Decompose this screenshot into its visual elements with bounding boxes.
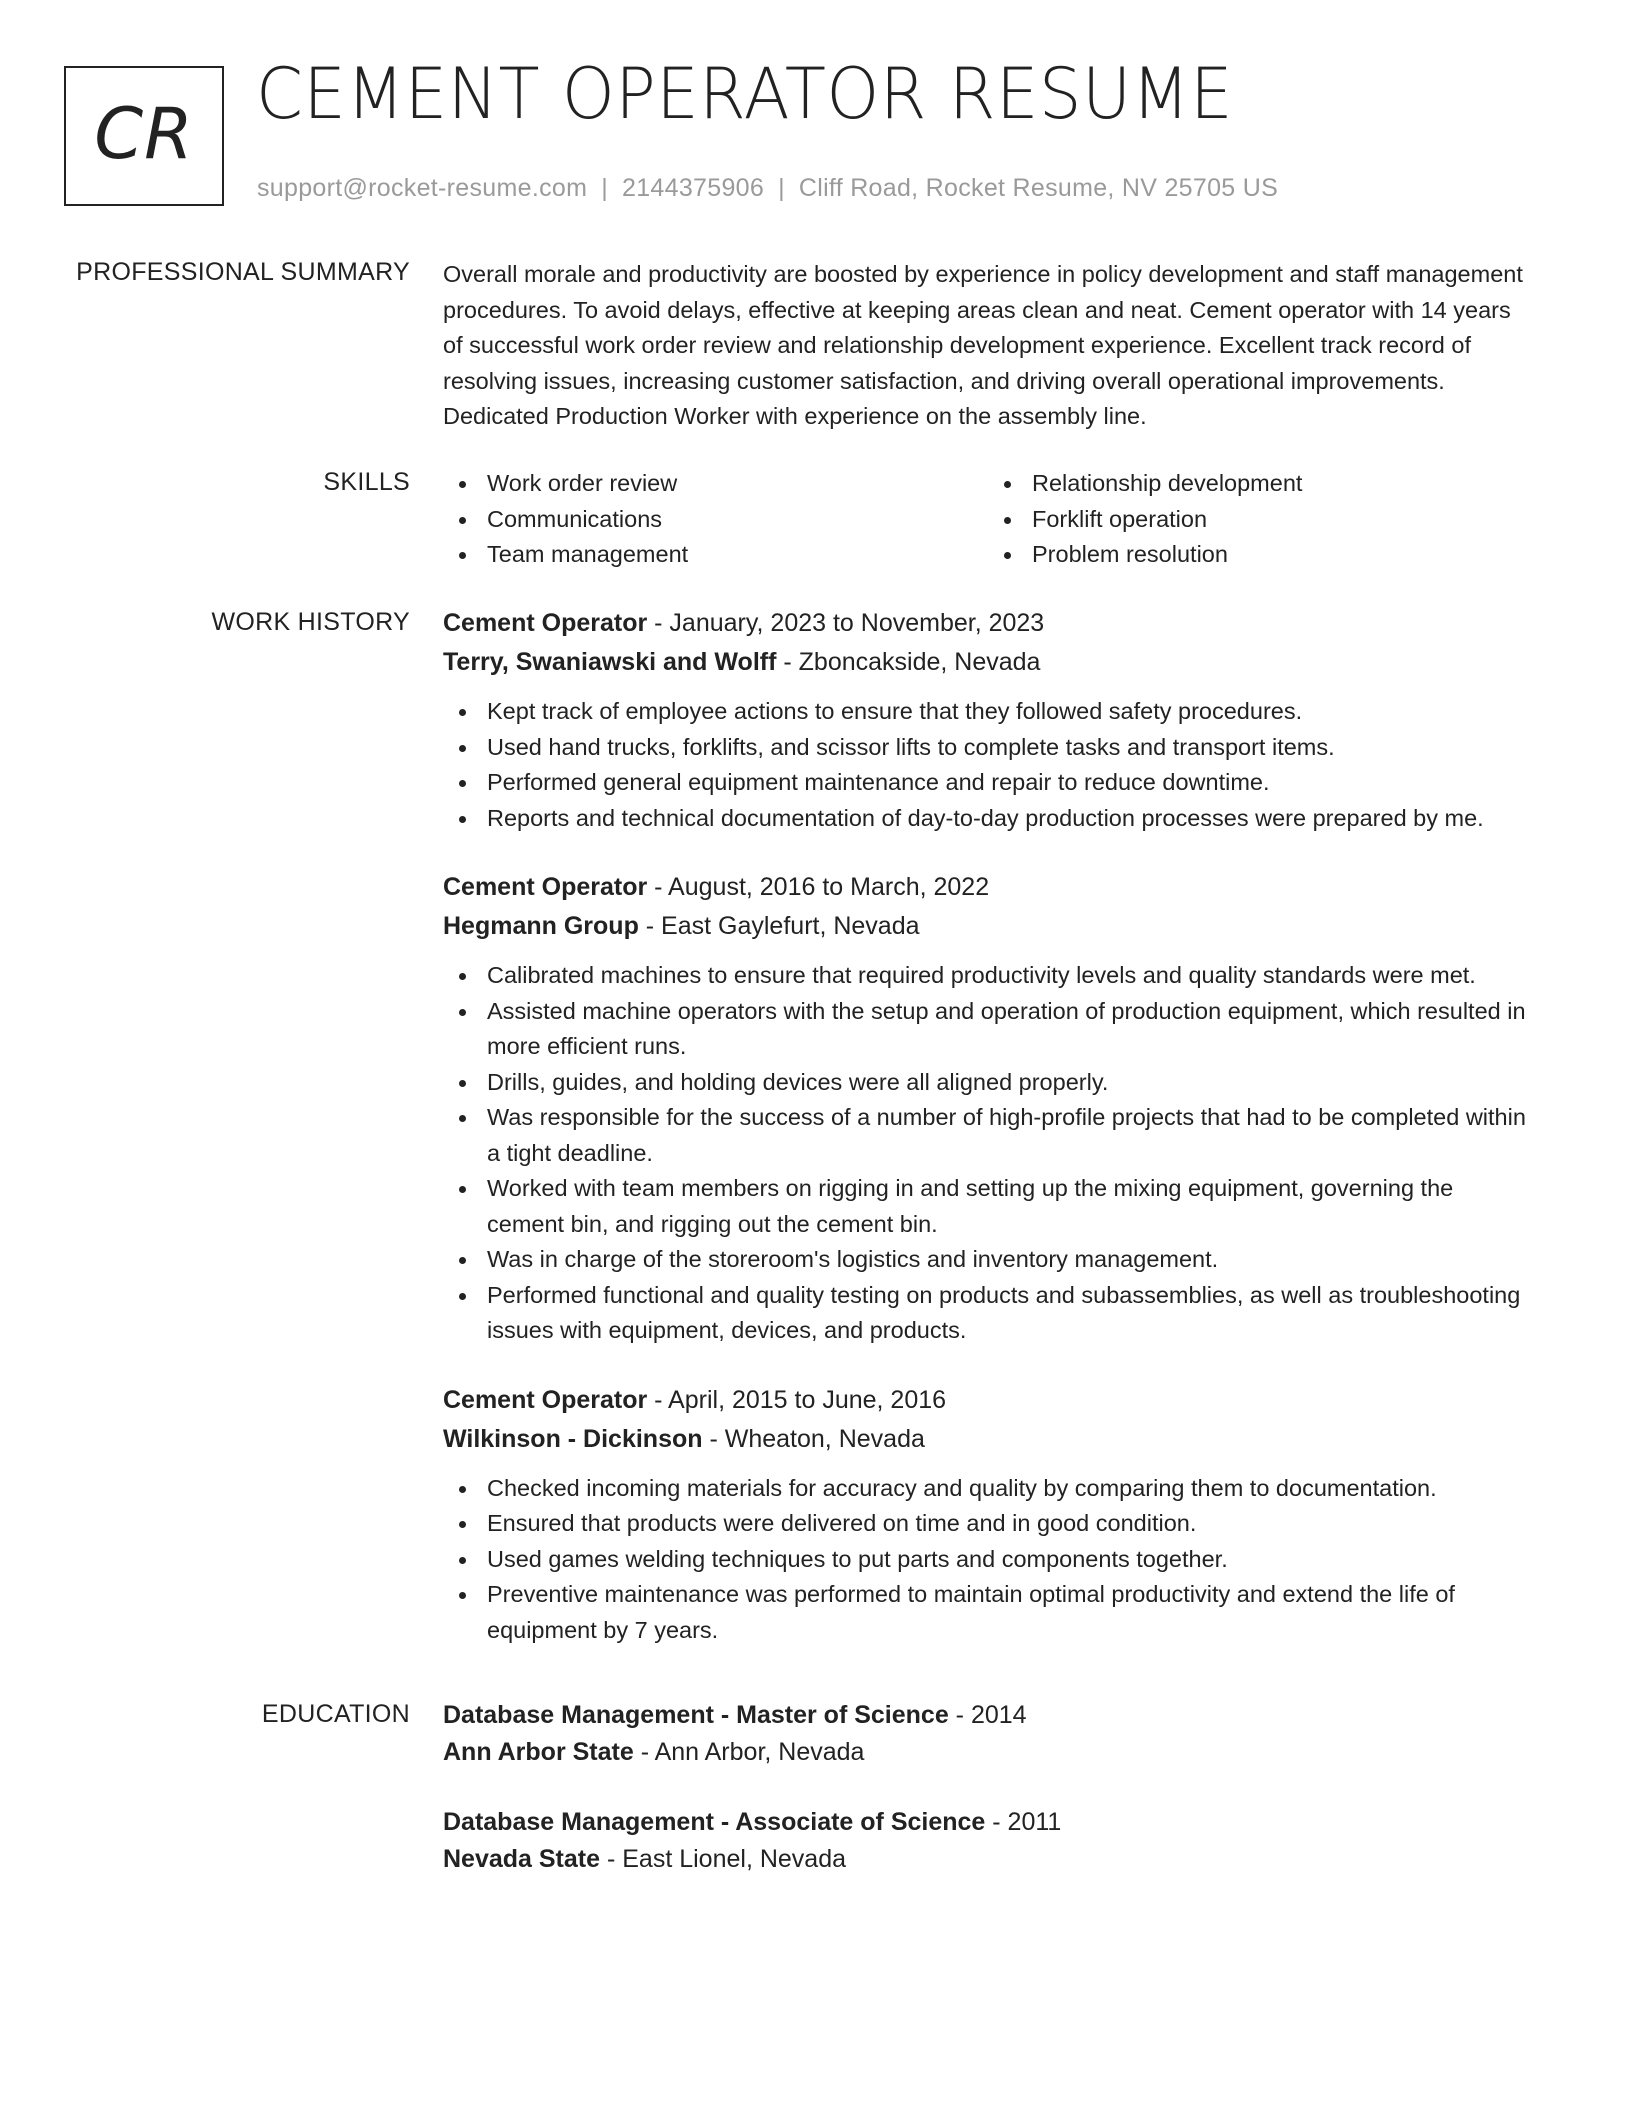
contact-line: [257, 174, 1278, 203]
job-company-line: [443, 643, 1533, 682]
skill-item: Relationship development: [988, 466, 1533, 502]
job-title: Cement Operator: [443, 1385, 648, 1414]
job-title: Cement Operator: [443, 873, 648, 901]
job-company-line: [443, 1420, 1533, 1459]
job-bullet: Calibrated machines to ensure that required productivity levels and quality standards were met.: [443, 958, 1533, 994]
contact-email: support@rocket-resume.com: [257, 174, 588, 202]
job-company: Wilkinson - Dickinson: [443, 1424, 703, 1453]
education-entry: [443, 1804, 1533, 1878]
job-bullets: [443, 1471, 1533, 1649]
work-history-label: WORK HISTORY: [211, 608, 410, 636]
resume-title: CEMENT OPERATOR RESUME: [256, 53, 1234, 135]
job-bullet: Was in charge of the storeroom's logistics and inventory management.: [443, 1242, 1533, 1278]
education-location: - Ann Arbor, Nevada: [633, 1738, 865, 1766]
job-bullet: Used games welding techniques to put parts and components together.: [443, 1542, 1533, 1578]
job-title-line: [443, 1381, 1533, 1420]
job-location: - East Gaylefurt, Nevada: [638, 912, 920, 940]
job-bullet: Preventive maintenance was performed to maintain optimal productivity and extend the life of equipment by 7 years.: [443, 1577, 1533, 1648]
monogram-box: [64, 66, 224, 206]
job-bullets: [443, 958, 1533, 1349]
job-dates: - April, 2015 to June, 2016: [647, 1385, 947, 1414]
contact-phone: 2144375906: [622, 174, 765, 202]
job-title-line: [443, 868, 1533, 907]
education-year: - 2011: [985, 1808, 1062, 1836]
skill-item: Work order review: [443, 466, 988, 502]
skills-label: SKILLS: [323, 468, 410, 496]
job-dates: - January, 2023 to November, 2023: [647, 609, 1045, 637]
skill-item: Team management: [443, 537, 988, 573]
skills-section: [443, 466, 1533, 573]
job-company: Hegmann Group: [443, 912, 639, 940]
job-bullet: Kept track of employee actions to ensure that they followed safety procedures.: [443, 694, 1533, 730]
job-company-line: [443, 907, 1533, 946]
job-location: - Wheaton, Nevada: [702, 1424, 925, 1453]
job-bullet: Ensured that products were delivered on time and in good condition.: [443, 1506, 1533, 1542]
skill-item: Forklift operation: [988, 502, 1533, 538]
job-entry: [443, 604, 1533, 836]
education-degree-line: [443, 1697, 1533, 1734]
job-bullet: Performed functional and quality testing on products and subassemblies, as well as troubleshooting issues with equipment, devices, and products.: [443, 1278, 1533, 1349]
education-degree: Database Management - Master of Science: [443, 1701, 949, 1729]
education-location: - East Lionel, Nevada: [600, 1845, 847, 1873]
education-school: Ann Arbor State: [443, 1738, 634, 1766]
skills-list-left: [443, 466, 988, 573]
job-bullet: Reports and technical documentation of day-to-day production processes were prepared by me.: [443, 801, 1533, 837]
contact-separator: |: [601, 174, 609, 202]
education-degree-line: [443, 1804, 1533, 1841]
education-year: - 2014: [948, 1701, 1027, 1729]
education-school-line: [443, 1734, 1533, 1771]
education-label: EDUCATION: [261, 1700, 410, 1728]
education-school-line: [443, 1841, 1533, 1878]
job-bullet: Used hand trucks, forklifts, and scissor lifts to complete tasks and transport items.: [443, 730, 1533, 766]
contact-separator: |: [778, 174, 785, 202]
monogram-initials: CR: [94, 93, 194, 175]
job-location: - Zboncakside, Nevada: [776, 648, 1041, 676]
contact-address: Cliff Road, Rocket Resume, NV 25705 US: [798, 174, 1279, 202]
education-section: [443, 1697, 1533, 1911]
summary-text: Overall morale and productivity are boosted by experience in policy development and staff management procedures. To avoid delays, effective at keeping areas clean and neat. Cement operator with 14 years of successful work order review and relationship development experience. Excellent track record of resolving issues, increasing customer satisfaction, and driving overall operational improvements. Dedicated Production Worker with experience on the assembly line.: [443, 261, 1523, 429]
job-entry: [443, 1381, 1533, 1649]
job-entry: [443, 868, 1533, 1349]
summary-section: [443, 257, 1533, 435]
summary-label: PROFESSIONAL SUMMARY: [76, 258, 410, 286]
skill-item: Communications: [443, 502, 988, 538]
job-company: Terry, Swaniawski and Wolff: [443, 648, 777, 676]
education-degree: Database Management - Associate of Science: [443, 1808, 986, 1836]
job-bullet: Checked incoming materials for accuracy and quality by comparing them to documentation.: [443, 1471, 1533, 1507]
education-school: Nevada State: [443, 1845, 601, 1873]
job-bullet: Was responsible for the success of a number of high-profile projects that had to be completed within a tight deadline.: [443, 1100, 1533, 1171]
job-title: Cement Operator: [443, 609, 648, 637]
job-bullet: Drills, guides, and holding devices were all aligned properly.: [443, 1065, 1533, 1101]
job-bullet: Performed general equipment maintenance and repair to reduce downtime.: [443, 765, 1533, 801]
education-entry: [443, 1697, 1533, 1771]
skills-list-right: [988, 466, 1533, 573]
work-history-section: [443, 604, 1533, 1680]
job-dates: - August, 2016 to March, 2022: [647, 873, 990, 901]
job-title-line: [443, 604, 1533, 643]
job-bullet: Assisted machine operators with the setup and operation of production equipment, which resulted in more efficient runs.: [443, 994, 1533, 1065]
job-bullet: Worked with team members on rigging in and setting up the mixing equipment, governing the cement bin, and rigging out the cement bin.: [443, 1171, 1533, 1242]
skill-item: Problem resolution: [988, 537, 1533, 573]
job-bullets: [443, 694, 1533, 836]
